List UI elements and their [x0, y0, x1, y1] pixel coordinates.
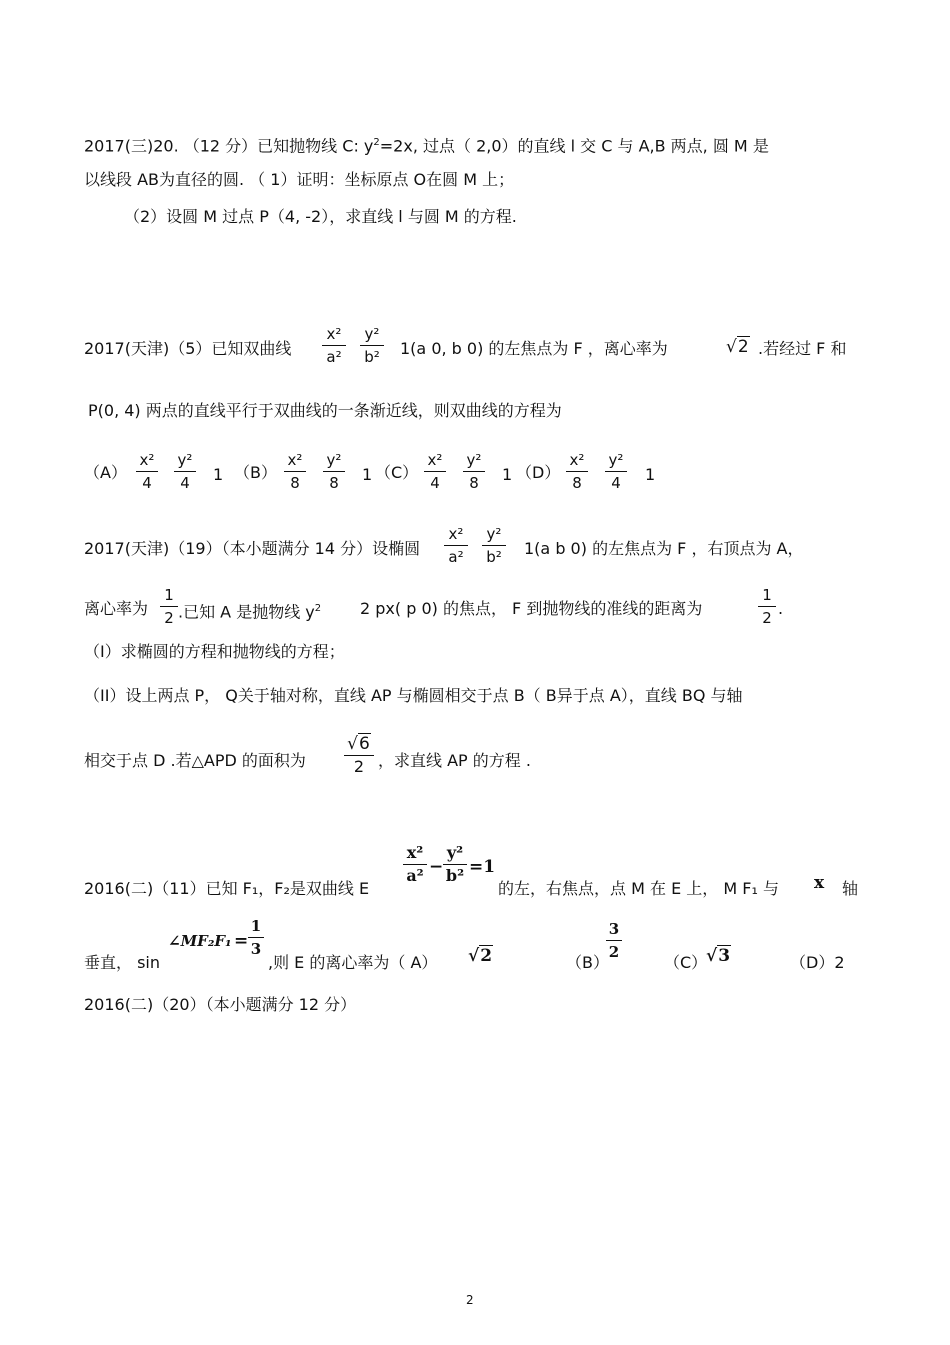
p2-frac-y-den: b²: [364, 348, 380, 366]
p4-opt-a-sqrt: √2: [468, 946, 493, 966]
p2-opt-d-y: [605, 451, 627, 492]
p3-l2-a: 离心率为: [84, 599, 149, 618]
p2-opt-b-x: [284, 451, 306, 492]
p3-half: [160, 586, 178, 627]
num: x²: [287, 451, 303, 469]
p2-sqrt: √2: [726, 337, 749, 357]
p2-opt-c-x: [424, 451, 446, 492]
p2-opt-a-rhs: 1: [213, 465, 224, 484]
p4-opt-b-label: （B）: [566, 953, 609, 972]
num: y²: [608, 451, 624, 469]
p4-prefix: 2016(二)（11）已知 F₁，F₂是双曲线 E: [84, 879, 370, 898]
den: 4: [611, 474, 621, 492]
num: y²: [466, 451, 482, 469]
p3-q2: （II）设上两点 P， Q关于轴对称，直线 AP 与椭圆相交于点 B（ B异于点 A），直线 BQ 与轴: [84, 686, 743, 705]
den: 4: [430, 474, 440, 492]
p3-prefix: 2017(天津)（19）（本小题满分 14 分）设椭圆: [84, 539, 421, 558]
den: 8: [329, 474, 339, 492]
p2-cond: 1(a 0, b 0) 的左焦点为 F ，离心率为: [400, 339, 668, 358]
p3-q3-b: ，求直线 AP 的方程 .: [378, 751, 531, 770]
den: a²: [406, 866, 424, 885]
p2-opt-a-y: [174, 451, 196, 492]
p2-frac-y: [360, 325, 384, 366]
p3-q3-a: 相交于点 D .若△APD 的面积为: [84, 751, 306, 770]
num: 3: [608, 920, 620, 938]
p2-opt-b-label: （B）: [234, 463, 277, 482]
p3-l2-b: [178, 598, 321, 623]
den: 2: [608, 943, 620, 961]
p2-opt-a-label: （A）: [84, 463, 127, 482]
rhs: =1: [469, 857, 496, 877]
p3-half-2: [758, 586, 776, 627]
p1-line1-sup: 2: [373, 137, 380, 148]
p3-frac-x: [444, 525, 468, 566]
den: 2: [353, 757, 365, 776]
p3-frac-y: [482, 525, 506, 566]
p4-hyperbola-equation: [403, 844, 497, 890]
p1-line1-a: 2017(三)20. （12 分）已知抛物线 C: y: [84, 136, 374, 156]
p3-sqrt6-frac: √6 2: [344, 735, 374, 776]
num: 1: [250, 917, 262, 935]
num: x²: [569, 451, 585, 469]
p2-frac-x-den: a²: [326, 348, 342, 366]
p4-eq-sign: =: [234, 931, 249, 951]
num: y²: [326, 451, 342, 469]
p2-opt-d-label: （D）: [516, 463, 561, 482]
p4-l2-a: 垂直， sin: [84, 953, 161, 972]
den: b²: [445, 866, 465, 885]
den: 8: [572, 474, 582, 492]
p2-prefix: 2017(天津)（5）已知双曲线: [84, 339, 292, 358]
p2-opt-c-y: [463, 451, 485, 492]
p4-opt-c-label: （C）: [664, 953, 708, 972]
den: 3: [250, 940, 262, 958]
sqrt6: 6: [359, 734, 370, 754]
p3-l2-end: .: [778, 599, 784, 618]
p1-line3: （2）设圆 M 过点 P（4, -2），求直线 l 与圆 M 的方程.: [124, 207, 517, 226]
p4-l2-b: ,则 E 的离心率为（ A）: [268, 953, 438, 972]
den: 8: [290, 474, 300, 492]
den: 4: [180, 474, 190, 492]
p2-frac-y-num: y²: [364, 325, 380, 343]
p2-frac-x-num: x²: [326, 325, 342, 343]
den: 8: [469, 474, 479, 492]
num: x²: [427, 451, 443, 469]
p4-x-var: x: [814, 873, 825, 893]
p2-opt-c-label: （C）: [375, 463, 419, 482]
p4-opt-d: （D）2: [790, 953, 845, 972]
p1-line2: 以线段 AB为直径的圆. （ 1）证明：坐标原点 O在圆 M 上；: [84, 170, 515, 189]
p4-third: [248, 917, 264, 958]
den: b²: [486, 548, 502, 566]
p2-opt-d-rhs: 1: [645, 465, 656, 484]
p2-frac-x: [322, 325, 346, 366]
p2-opt-d-x: [566, 451, 588, 492]
den: 2: [762, 609, 772, 627]
page-number: 2: [466, 1293, 474, 1307]
num: x²: [139, 451, 155, 469]
p2-opt-c-rhs: 1: [502, 465, 513, 484]
p4-opt-c-sqrt: √3: [706, 946, 731, 966]
p4-opt-b-frac: [606, 920, 622, 961]
p1-line1: [84, 132, 769, 157]
rad: 2: [480, 946, 493, 966]
p2-suffix: .若经过 F 和: [758, 339, 847, 358]
num: 1: [164, 586, 174, 604]
p4-angle: ∠MF₂F₁: [168, 932, 232, 950]
num: x²: [406, 843, 424, 862]
num: x²: [448, 525, 464, 543]
num: y²: [486, 525, 502, 543]
sup: 2: [314, 603, 322, 614]
den: a²: [448, 548, 464, 566]
p2-opt-a-x: [136, 451, 158, 492]
p3-q1: （I）求椭圆的方程和抛物线的方程；: [84, 642, 345, 661]
p4-end: 轴: [842, 879, 859, 898]
text: .已知 A 是抛物线 y: [178, 602, 315, 622]
rad: 3: [718, 946, 731, 966]
num: 1: [762, 586, 772, 604]
p2-opt-b-rhs: 1: [362, 465, 373, 484]
p2-line2: P(0, 4) 两点的直线平行于双曲线的一条渐近线，则双曲线的方程为: [88, 401, 562, 420]
p2-opt-b-y: [323, 451, 345, 492]
p1-line1-b: =2x, 过点（ 2,0）的直线 l 交 C 与 A,B 两点, 圆 M 是: [379, 136, 769, 156]
p2-sqrt-val: 2: [737, 337, 749, 357]
p4-next: 2016(二)（20）（本小题满分 12 分）: [84, 995, 357, 1014]
p3-l2-c: 2 px( p 0) 的焦点， F 到抛物线的准线的距离为: [360, 599, 703, 618]
num: y²: [177, 451, 193, 469]
num: y²: [446, 843, 464, 862]
p4-mid: 的左，右焦点，点 M 在 E 上， M F₁ 与: [498, 879, 779, 898]
den: 2: [164, 609, 174, 627]
minus: −: [429, 857, 444, 877]
p3-cond: 1(a b 0) 的左焦点为 F ，右顶点为 A，: [524, 539, 804, 558]
den: 4: [142, 474, 152, 492]
